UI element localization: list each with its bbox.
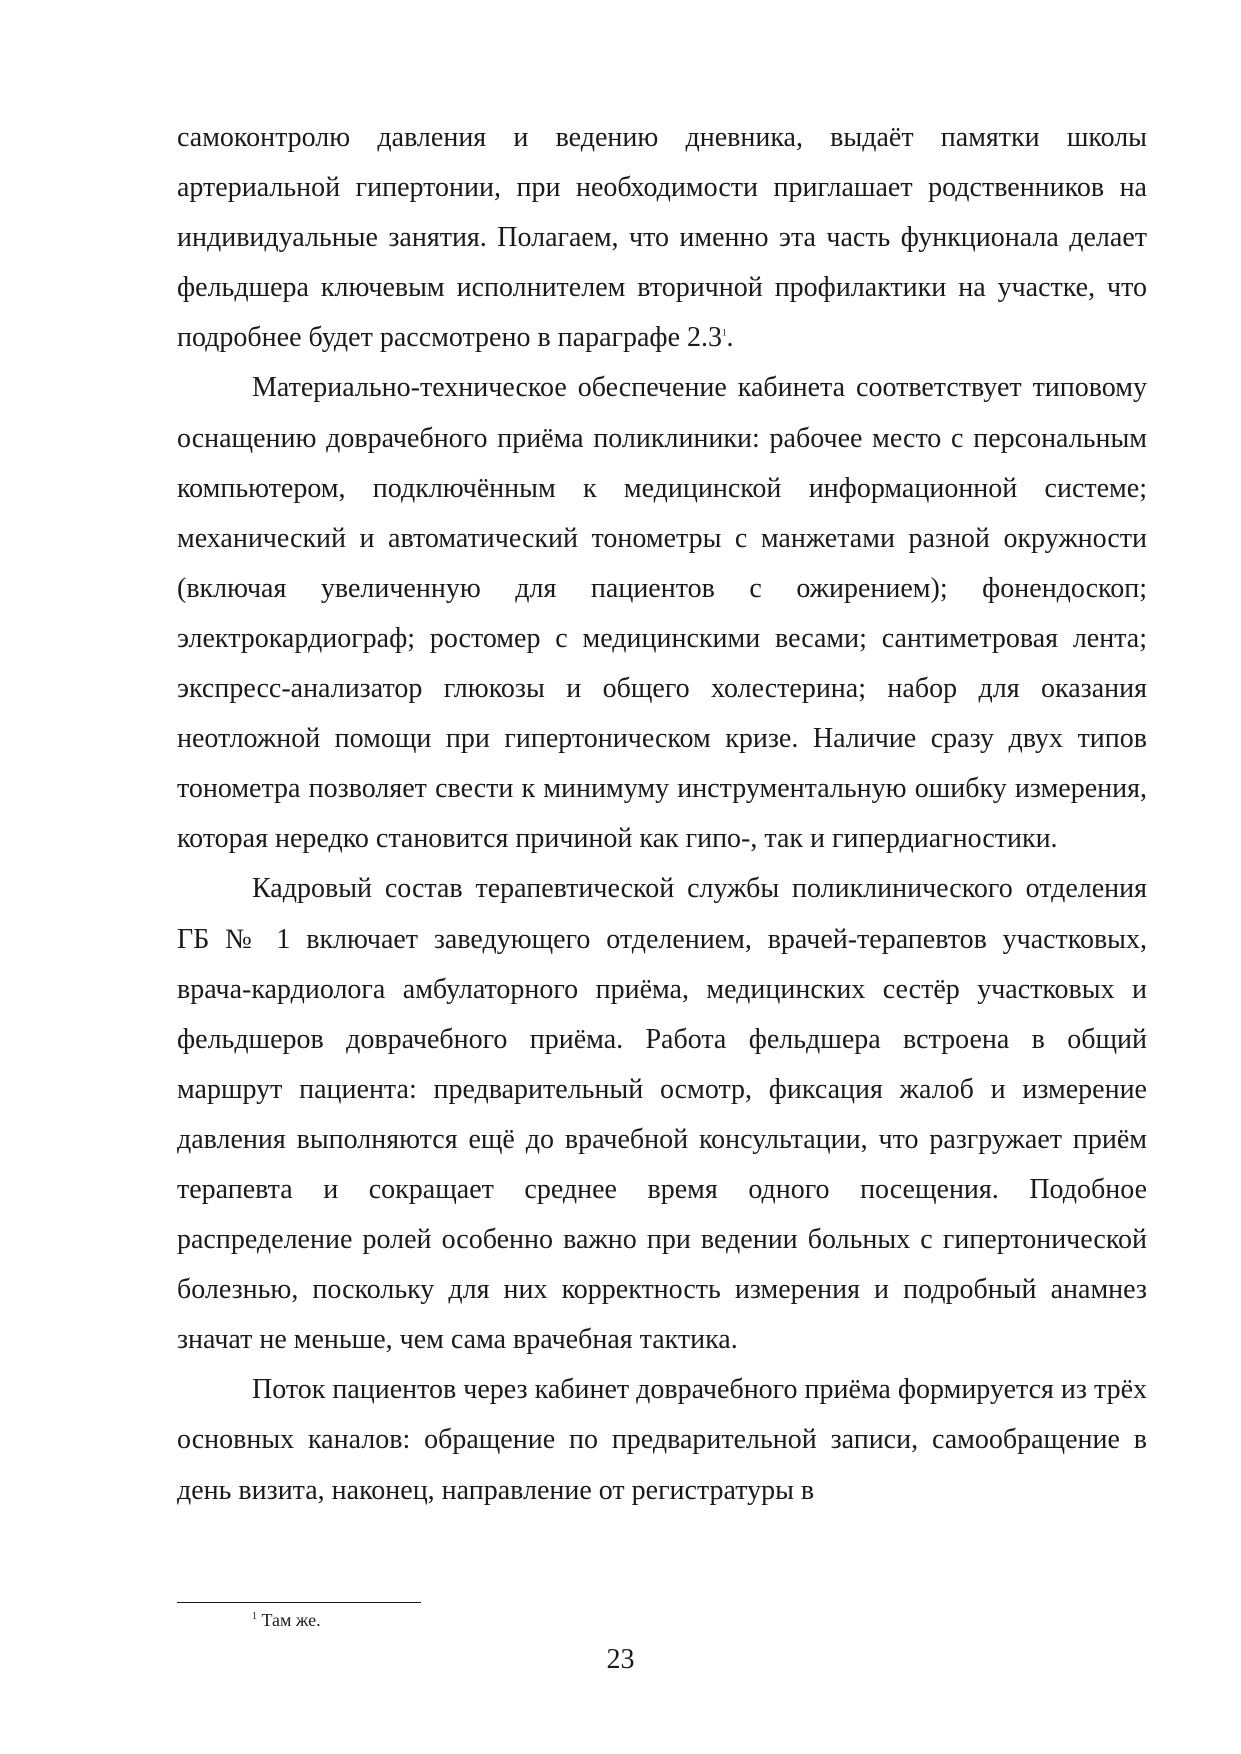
page-number: 23 bbox=[606, 1644, 635, 1675]
paragraph-1-tail: . bbox=[726, 322, 734, 354]
footnote-marker: 1 bbox=[252, 1611, 257, 1622]
footnote bbox=[252, 1608, 321, 1632]
paragraph-equipment: Материально-техническое обеспечение кабинета соответствует типовому оснащению доврачебного приёма поликлиники: рабочее место с персональным компьютером, подключённым к медицинской информационной системе; механический и автоматический тонометры с манжетами разной окружности (включая увеличенную для пациентов с ожирением); фонендоскоп; электрокардиограф; ростомер с медицинскими весами; сантиметровая лента; экспресс-анализатор глюкозы и общего холестерина; набор для оказания неотложной помощи при гипертоническом кризе. Наличие сразу двух типов тонометра позволяет свести к минимуму инструментальную ошибку измерения, которая нередко становится причиной как гипо-, так и гипердиагностики. bbox=[177, 372, 1147, 855]
footnote-separator bbox=[177, 1602, 421, 1603]
footnote-reference[interactable]: 1 bbox=[722, 328, 727, 339]
body-text bbox=[177, 113, 1147, 1516]
paragraph-continuation bbox=[177, 113, 1147, 363]
paragraph-staff: Кадровый состав терапевтической службы поликлинического отделения ГБ № 1 включает заведующего отделением, врачей-терапевтов участковых, врача-кардиолога амбулаторного приёма, медицинских сестёр участковых и фельдшеров доврачебного приёма. Работа фельдшера встроена в общий маршрут пациента: предварительный осмотр, фиксация жалоб и измерение давления выполняются ещё до врачебной консультации, что разгружает приём терапевта и сокращает среднее время одного посещения. Подобное распределение ролей особенно важно при ведении больных с гипертонической болезнью, поскольку для них корректность измерения и подробный анамнез значат не меньше, чем сама врачебная тактика. bbox=[177, 873, 1147, 1356]
paragraph-patient-flow: Поток пациентов через кабинет доврачебного приёма формируется из трёх основных каналов: обращение по предварительной записи, самообращение в день визита, наконец, направление от регистратуры в bbox=[177, 1374, 1147, 1506]
footnote-text: Там же. bbox=[261, 1610, 321, 1630]
paragraph-1-text: самоконтролю давления и ведению дневника, выдаёт памятки школы артериальной гипертонии, при необходимости приглашает родственников на индивидуальные занятия. Полагаем, что именно эта часть функционала делает фельдшера ключевым исполнителем вторичной профилактики на участке, что подробнее будет рассмотрено в параграфе 2.3 bbox=[177, 122, 1147, 354]
